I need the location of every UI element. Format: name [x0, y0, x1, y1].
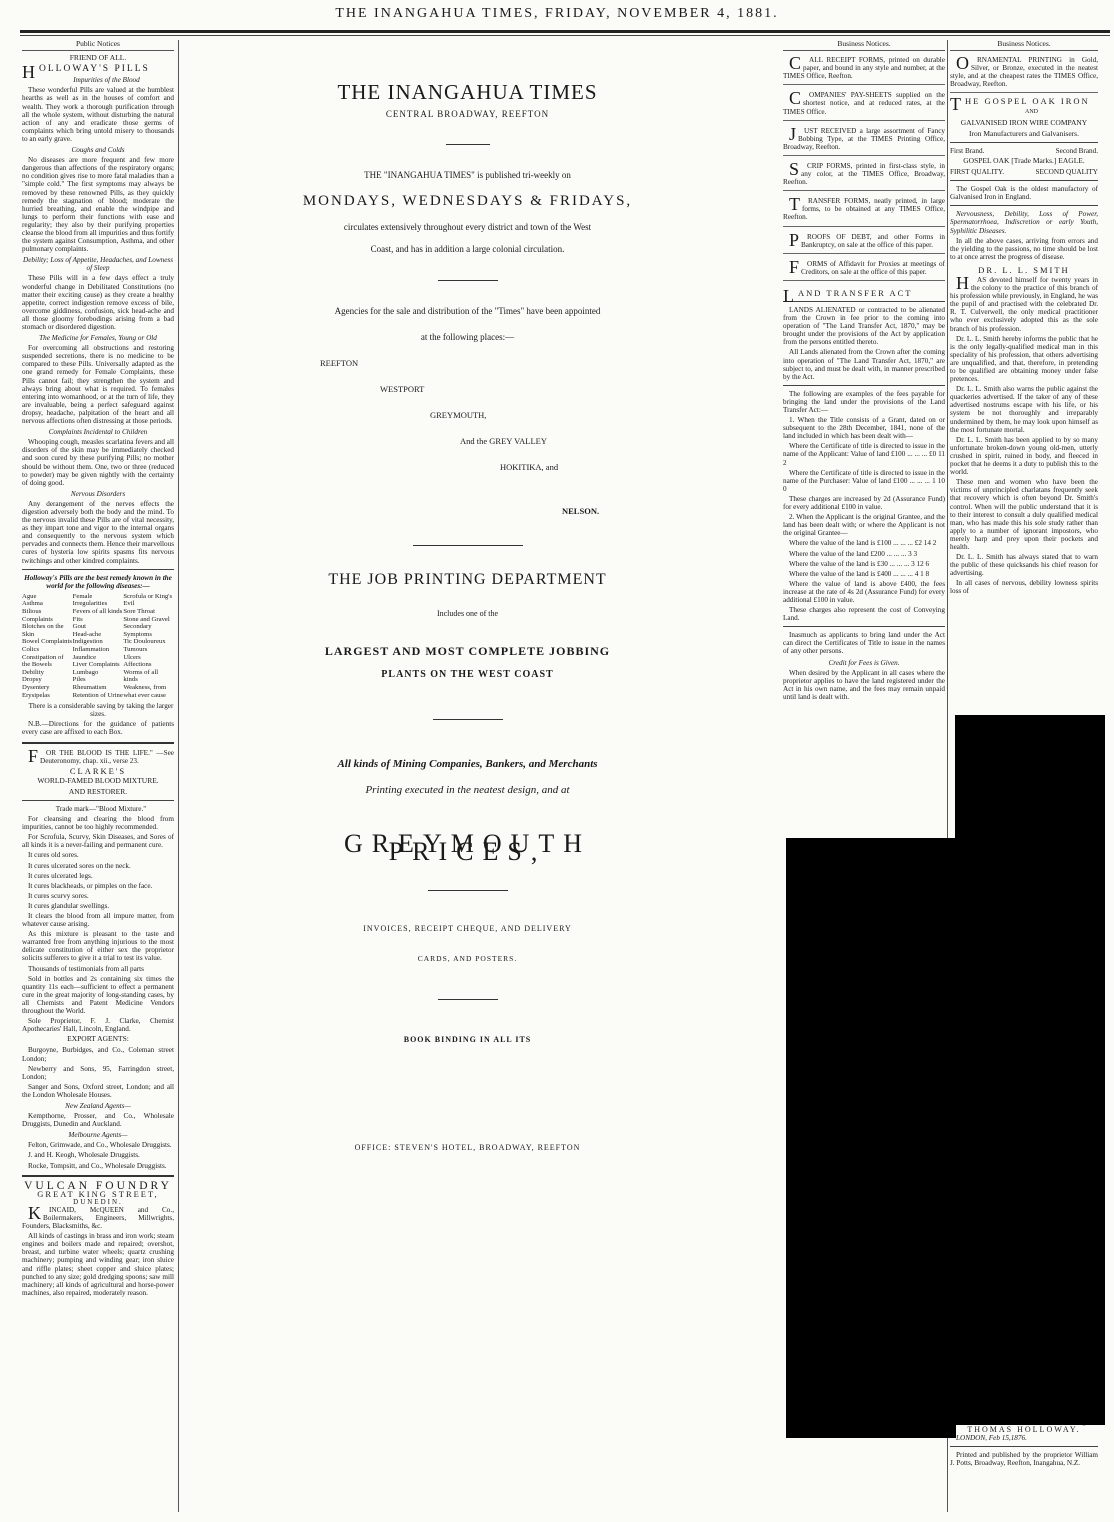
agent-item: Kempthorne, Prosser, and Co., Wholesale Druggists, Dunedin and Auckland. [22, 1112, 174, 1129]
disease-item: Sore Throat [123, 608, 155, 615]
paragraph: In all cases of nervous, debility lowness spirits loss of [950, 579, 1098, 596]
ornament-rule [438, 280, 498, 281]
agent-item: Felton, Grimwade, and Co., Wholesale Druggists. [28, 1141, 172, 1150]
paragraph: When desired by the Applicant in all cases where the proprietor applies to have the land registered under the Act in his own name, and the fees may remain unpaid until land is dealt with. [783, 668, 945, 701]
paragraph: These wonderful Pills are valued at the humblest hearths as well as in the houses of comfort and wealth. They work a thorough purification through all the whole system, without disturbing the natural action of any and eradicate those germs of complaints which bring untold misery to thousands to an early grave. [22, 86, 174, 143]
job-heading: THE JOB PRINTING DEPARTMENT [328, 571, 607, 589]
nervous-heading: Nervousness, Debility, Loss of Power, Spermatorrhoea, Indiscretion or early Youth, Syphilitic Diseases. [950, 210, 1098, 235]
ornament-rule [438, 999, 498, 1000]
paragraph: Dr. L. L. Smith has always stated that to warn the public of these quicksands his chief reason for advertising. [950, 553, 1098, 578]
place-item: WESTPORT [380, 383, 425, 394]
printer-imprint: Printed and published by the proprietor William J. Potts, Broadway, Reefton, Inangahua, N.Z. [950, 1451, 1098, 1468]
vulcan-title: VULCAN FOUNDRY [24, 1179, 172, 1192]
place-item: REEFTON [320, 357, 359, 368]
place-item: HOKITIKA, and [500, 462, 559, 473]
disease-item: Worms of all kinds [123, 668, 159, 684]
gospel-and: AND [1025, 108, 1038, 115]
business-notice: JUST RECEIVED a large assortment of Fancy Bobbing Type, at the TIMES Printing Office, Broadway, Reefton. [783, 125, 945, 156]
disease-item: Stone and Gravel [123, 615, 170, 623]
publication-days: MONDAYS, WEDNESDAYS & FRIDAYS, [302, 193, 633, 210]
holloway-title: HOLLOWAY'S PILLS [22, 62, 150, 83]
diseases-list [22, 593, 174, 699]
public-notices-column [22, 40, 174, 1512]
disease-item: Secondary Symptoms [123, 623, 152, 638]
place-item: GREYMOUTH, [430, 409, 487, 420]
paragraph: These men and women who have been the victims of unprincipled charlatans frequently seek that recovery which is often beyond Dr. Smith's control. When will the public understand that it is to their interest to consult a duly qualified medical man, who has made this his sole study rather than apply to a number of ignorant impostors, who merely harp and prey upon their pockets and health. [950, 478, 1098, 551]
paragraph: The following are examples of the fees payable for bringing the land under the provisions of the Land Transfer Act:— [783, 389, 945, 414]
disease-item: Colics [22, 645, 40, 653]
agent-item: Rocke, Tompsitt, and Co., Wholesale Druggists. [28, 1161, 167, 1170]
ornament-rule [446, 144, 490, 145]
masthead-rule-thin [20, 35, 1110, 36]
fee-line: Where the value of the land is £100 ... ... ... £2 14 2 [789, 539, 937, 548]
fee-line: 2. When the Applicant is the original Grantee, and the land has been dealt with; or where the Applicant is not the original Grantee— [783, 513, 945, 538]
column-heading: Business Notices. [950, 40, 1098, 51]
business-notice: PROOFS OF DEBT, and other Forms in Bankruptcy, on sale at the office of this paper. [783, 231, 945, 254]
cure-item: It clears the blood from all impure matter, from whatever cause arising. [22, 912, 174, 929]
nz-heading: New Zealand Agents— [65, 1101, 131, 1110]
fee-line: These charges also represent the cost of Conveying Land. [783, 606, 945, 623]
fee-line: Where the Certificate of title is directed to issue in the name of the Applicant: Value of land £100 ... ... ... £0 11 2 [783, 442, 945, 467]
disease-item: Debility [22, 668, 44, 676]
disease-item: Head-ache [72, 630, 102, 638]
remedy-heading: Holloway's Pills are the best remedy known in the world for the following diseases:— [24, 573, 172, 590]
melb-heading: Melbourne Agents— [68, 1131, 128, 1140]
agent-item: Burgoyne, Burbidges, and Co., Coleman street London; [22, 1046, 174, 1063]
blood-quote: FOR THE BLOOD IS THE LIFE." —See Deuteronomy, chap. xii., verse 23. [28, 745, 174, 766]
redaction-block [786, 838, 956, 1438]
paragraph: Thousands of testimonials from all parts [28, 964, 144, 973]
disease-item: Fevers of all kinds [72, 608, 123, 615]
subheading: Nervous Disorders [70, 489, 126, 498]
ornamental-printing-notice: ORNAMENTAL PRINTING in Gold, Silver, or Bronze, executed in the neatest style, and at the cheapest rates the TIMES Office, Broadway, Reefton. [950, 54, 1098, 93]
brand-marks: GOSPEL OAK [Trade Marks.] EAGLE. [963, 155, 1085, 165]
includes-line: Includes one of the [436, 609, 499, 619]
business-notice: TRANSFER FORMS, neatly printed, in large forms, to be obtained at any TIMES Office, Reefton. [783, 195, 945, 226]
disease-item: Jaundice [72, 653, 97, 661]
holloway-signature: THOMAS HOLLOWAY. [967, 1425, 1081, 1435]
disease-item: Ulcers [123, 653, 141, 661]
column-divider [178, 40, 179, 1512]
fee-line: Where the value of the land is £400 ... ... ... 4 1 8 [789, 569, 930, 578]
fee-line: Where the value of the land £200 ... ... ... 3 3 [789, 549, 918, 558]
galvanised-title: GALVANISED IRON WIRE COMPANY [960, 117, 1088, 127]
iron-manufacturers: Iron Manufacturers and Galvanisers. [969, 128, 1079, 138]
cure-item: It cures blackheads, or pimples on the face. [28, 881, 153, 890]
second-brand: Second Brand. [1055, 146, 1098, 155]
newspaper-title: THE INANGAHUA TIMES [337, 80, 598, 104]
cure-item: It cures ulcerated legs. [28, 871, 93, 880]
friend-heading: FRIEND OF ALL. [69, 53, 127, 63]
business-notice: FORMS of Affidavit for Proxies at meetings of Creditors, on sale at the office of this paper. [783, 258, 945, 281]
paragraph: No diseases are more frequent and few more dangerous than affections of the respiratory organs; no condition gives rise to more fatal maladies than a "simple cold." The first symptoms may always be removed by these renowned Pills, as they quickly remedy the stagnation of blood; moderate the hurried breathing, and enable the windpipe and lungs to perform their functions with ease and regularity; they also by their purifying properties cleanse the blood from all impurities and thus fortify the system against Consumption, Asthma, and other pulmonary complaints. [22, 156, 174, 254]
paragraph: Any derangement of the nerves effects the digestion adversely both the body and the mind. To the nervous invalid these Pills are of vital necessity, as they impart tone and vigor to the internal organs and consequently to the nervous system which pervades and connects them. Hence their marvellous cures of hysteria low spirits spasms fits nervous twitchings and other kindred complaints. [22, 499, 174, 565]
subheading: Coughs and Colds [71, 146, 125, 155]
smith-title: DR. L. L. SMITH [978, 264, 1070, 275]
paragraph: HAS devoted himself for twenty years in the colony to the practice of this branch of his profession while previously, in England, he was the pupil of and practised with the celebrated Dr. R. T. Culverwell, the only medical practitioner who ever exclusively adopted this as the sole branch of his profession. [950, 272, 1098, 333]
paragraph: 1. When the Title consists of a Grant, dated on or subsequent to the 28th December, 1841, none of the land included in which has been dealt with— [783, 416, 945, 441]
following-line: at the following places:— [420, 331, 515, 342]
paragraph: In all the above cases, arriving from errors and the yielding to the passions, no time should be lost to at once arrest the progress of disease. [950, 236, 1098, 261]
agencies-line: Agencies for the sale and distribution of the "Times" have been appointed [334, 305, 601, 316]
clarke-subtitle: WORLD-FAMED BLOOD MIXTURE. [37, 775, 159, 785]
largest-line: LARGEST AND MOST COMPLETE JOBBING [324, 643, 611, 658]
paragraph: As this mixture is pleasant to the taste and warranted free from anything injurious to the most delicate constitution of either sex the proprietor solicits sufferers to give it a trial to test its value. [22, 930, 174, 963]
paragraph: Inasmuch as applicants to bring land under the Act can direct the Certificates of Title to issue in the names of any other persons. [783, 631, 945, 656]
disease-item: Rheumatism [72, 683, 107, 691]
disease-item: Bilious Complaints [22, 608, 53, 623]
cure-item: It cures glandular swellings. [28, 901, 110, 910]
disease-item: Retention of Urine [72, 691, 123, 699]
ornament-rule [413, 545, 523, 546]
cards-line: CARDS, AND POSTERS. [417, 954, 518, 964]
export-heading: EXPORT AGENTS: [67, 1034, 129, 1044]
paragraph: For cleansing and clearing the blood from impurities, cannot be too highly recommended. [22, 815, 174, 832]
disease-item: Indigestion [72, 638, 103, 646]
disease-item: Bowel Complaints [22, 638, 72, 646]
disease-item: Ague [22, 592, 37, 600]
paragraph: Whooping cough, measles scarlatina fevers and all disorders of the skin may be immediately checked and soon cured by these purifying Pills; no mother should be without them. One, two or three (reduced to powder) may be given nightly with the certainty of doing good. [22, 438, 174, 487]
gospel-oak-title: THE GOSPEL OAK IRON [950, 94, 1090, 115]
disease-item: Blotches on the Skin [22, 623, 64, 638]
disease-item: Constipation of the Bowels [22, 653, 64, 669]
disease-item: Tumours [123, 645, 148, 653]
land-transfer-heading: LAND TRANSFER ACT [783, 285, 913, 306]
clarke-restorer: AND RESTORER. [68, 786, 128, 796]
paragraph: For Scrofula, Scurvy, Skin Diseases, and Sores of all kinds it is a never-failing and permanent cure. [22, 833, 174, 850]
clarke-title: CLARKE'S [69, 765, 127, 776]
column-heading: Business Notices. [783, 40, 945, 51]
first-brand: First Brand. [950, 146, 985, 155]
fee-line: Where the Certificate of title is directed to issue in the name of the Purchaser: Value of land £100 ... ... ... 1 10 0 [783, 468, 945, 493]
masthead: THE INANGAHUA TIMES, FRIDAY, NOVEMBER 4, 1881. [335, 6, 779, 21]
business-notice: CALL RECEIPT FORMS, printed on durable paper, and bound in any style and number, at the TIMES Office, Reefton. [783, 54, 945, 85]
kincaid-notice: KINCAID, McQUEEN and Co., Boilermakers, Engineers, Millwrights, Founders, Blacksmiths, &c. [22, 1202, 174, 1231]
london-date: LONDON, Feb 15,1876. [956, 1434, 1027, 1443]
masthead-rule [20, 30, 1110, 33]
paragraph: Dr. L. L. Smith hereby informs the public that he is the only legally-qualified medical man in this speciality of his profession, that others advertising are unqualified, and that, therefore, in pretending to be qualified are obtaining money under false pretences. [950, 334, 1098, 384]
fee-line: Where the value of land is above £400, the fees increase at the rate of 4s 2d (Assurance Fund) for every additional £100 in value. [783, 579, 945, 604]
paragraph: These Pills will in a few days effect a truly wonderful change in Debilitated Constitutions (no matter their exciting cause) as they create a healthy appetite, correct indigestion remove excess of bile, overcome giddiness, confusion, sick head-ache and all those gloomy forebodings arising from a bad stomach or disordered digestion. [22, 274, 174, 331]
subheading: Complaints Incidental to Children [48, 428, 148, 437]
disease-item: Inflammation [72, 645, 110, 653]
business-notice: COMPANIES' PAY-SHEETS supplied on the shortest notice, and at reduced rates, at the TIMES Office. [783, 89, 945, 120]
place-item: NELSON. [562, 506, 600, 517]
credit-heading: Credit for Fees is Given. [828, 658, 900, 667]
paragraph: All kinds of castings in brass and iron work; steam engines and boilers made and repaired; overshot, breast, and turbine water wheels; quartz crushing machinery; pumping and winding gear; iron sluice and riffle plates; sheet copper and sluice plates; punched to any size; gold dredging spoons; saw mill machinery; all kinds of agricultural and horse-power machines, also repaired, moderately reason. [22, 1232, 174, 1297]
paragraph: Dr. L. L. Smith has been applied to by so many unfortunate broken-down young old-men, utterly crushed in spirit, ruined in body, and fleeced in pocket that he deems it a duty to publish this to the world. [950, 435, 1098, 477]
agent-item: Newberry and Sons, 95, Farringdon street, London; [22, 1064, 174, 1081]
printing-line: Printing executed in the neatest design, and at [365, 783, 570, 796]
cure-item: It cures old sores. [28, 851, 79, 860]
disease-item: Affections [123, 661, 152, 669]
redaction-block [955, 715, 1105, 1425]
column-heading: Public Notices [22, 40, 174, 51]
vulcan-city: DUNEDIN. [73, 1197, 123, 1206]
disease-item: Lumbago [72, 668, 99, 676]
fee-line: Where the value of the land is £30 ... ... ... 3 12 6 [789, 559, 930, 568]
subheading: The Medicine for Females, Young or Old [39, 334, 157, 343]
nb-note: N.B.—Directions for the guidance of patients every case are affixed to each Box. [22, 720, 174, 737]
agent-item: J. and H. Keogh, Wholesale Druggists. [28, 1151, 140, 1160]
mining-line: All kinds of Mining Companies, Bankers, and Merchants [337, 757, 598, 770]
cure-item: It cures scurvy sores. [28, 891, 89, 900]
first-quality: FIRST QUALITY. [950, 168, 1005, 177]
paragraph: LANDS ALIENATED or contracted to be alienated from the Crown in fee prior to the coming into operation of "The Land Transfer Act, 1870," may be brought under the provisions of the Act by application from the persons entitled thereto. [783, 305, 945, 347]
paragraph: Dr. L. L. Smith also warns the public against the quackeries advertised. If the taker of any of these advertised nostrums escape with his life, or his system be not thoroughly and irreparably undermined by them, he may look upon himself as the most fortunate mortal. [950, 385, 1098, 434]
paragraph: All Lands alienated from the Crown after the coming into operation of "The Land Transfer Act, 1870," are subject to, and must be dealt with, in manner prescribed by the Act. [783, 348, 945, 381]
disease-item: Scrofula or King's Evil [123, 592, 173, 608]
holloway-signoff [950, 1418, 1098, 1469]
disease-item: Fits [72, 615, 83, 623]
invoices-line: INVOICES, RECEIPT CHEQUE, AND DELIVERY [363, 924, 572, 934]
prices-heading: GREYMOUTH PRICES, [343, 828, 592, 866]
disease-item: Female Irregularities [72, 592, 108, 608]
published-line: THE "INANGAHUA TIMES" is published tri-weekly on [364, 170, 571, 181]
disease-item: Dysentery [22, 683, 50, 691]
paragraph: For overcoming all obstructions and restoring suspended secretions, there is no medicine to be compared to these Pills. Universally adapted as the one grand remedy for Female Complaints, these Pills cannot fail; they strengthen the system and always bring about what is required. To females entering into womanhood, or at the turn of life, they are invaluable, being a perfect safeguard against dropsy, headache, palpitation of the heart and all nervous affections often distressing at those periods. [22, 344, 174, 426]
disease-item: Tic Douloureux [123, 638, 166, 646]
quality-labels [950, 168, 1098, 176]
disease-item: Gout [72, 623, 87, 631]
cure-item: It cures ulcerated sores on the neck. [28, 861, 131, 870]
brand-labels [950, 147, 1098, 155]
place-item: And the GREY VALLEY [460, 436, 547, 447]
circulation-line: circulates extensively throughout every district and town of the West [343, 222, 592, 233]
newspaper-address: CENTRAL BROADWAY, REEFTON [385, 109, 550, 120]
subheading: Impurities of the Blood [73, 76, 140, 85]
paragraph: Sole Proprietor, F. J. Clarke, Chemist Apothecaries' Hall, Lincoln, England. [22, 1017, 174, 1034]
saving-note: There is a considerable saving by taking the larger sizes. [28, 702, 174, 719]
disease-item: Asthma [22, 600, 43, 608]
agent-item: Sanger and Sons, Oxford street, London; and all the London Wholesale Houses. [22, 1082, 174, 1099]
business-notice: SCRIP FORMS, printed in first-class style, in any color, at the TIMES Office, Broadway, Reefton. [783, 160, 945, 191]
paragraph: The Gospel Oak is the oldest manufactory of Galvanised Iron in England. [950, 185, 1098, 202]
book-line: BOOK BINDING IN ALL ITS [403, 1035, 532, 1045]
subheading: Debility; Loss of Appetite, Headaches, and Lowness of Sleep [23, 256, 173, 273]
disease-item: Weakness, from what ever cause [123, 683, 167, 699]
ornament-rule [433, 719, 503, 720]
disease-item: Liver Complaints [72, 661, 120, 669]
second-quality: SECOND QUALITY [1035, 168, 1098, 177]
vulcan-street: GREAT KING STREET, [37, 1188, 159, 1199]
plants-line: PLANTS ON THE WEST COAST [381, 668, 554, 680]
office-footer: OFFICE: STEVEN'S HOTEL, BROADWAY, REEFTON [354, 1143, 581, 1153]
fee-line: These charges are increased by 2d (Assurance Fund) for every additional £100 in value. [783, 494, 945, 512]
disease-item: Erysipelas [22, 691, 50, 699]
paragraph: Sold in bottles and 2s containing six times the quantity 11s each—sufficient to effect a permanent cure in the great majority of long-standing cases, by all Chemists and Patent Medicine Vendors throughout the World. [22, 974, 174, 1016]
times-advert-column [300, 40, 635, 1512]
ornament-rule [428, 890, 508, 891]
circulation-line: Coast, and has in addition a large colonial circulation. [370, 244, 565, 255]
trade-mark: Trade mark—"Blood Mixture." [55, 804, 147, 813]
disease-item: Dropsy [22, 676, 42, 684]
disease-item: Piles [72, 676, 86, 684]
